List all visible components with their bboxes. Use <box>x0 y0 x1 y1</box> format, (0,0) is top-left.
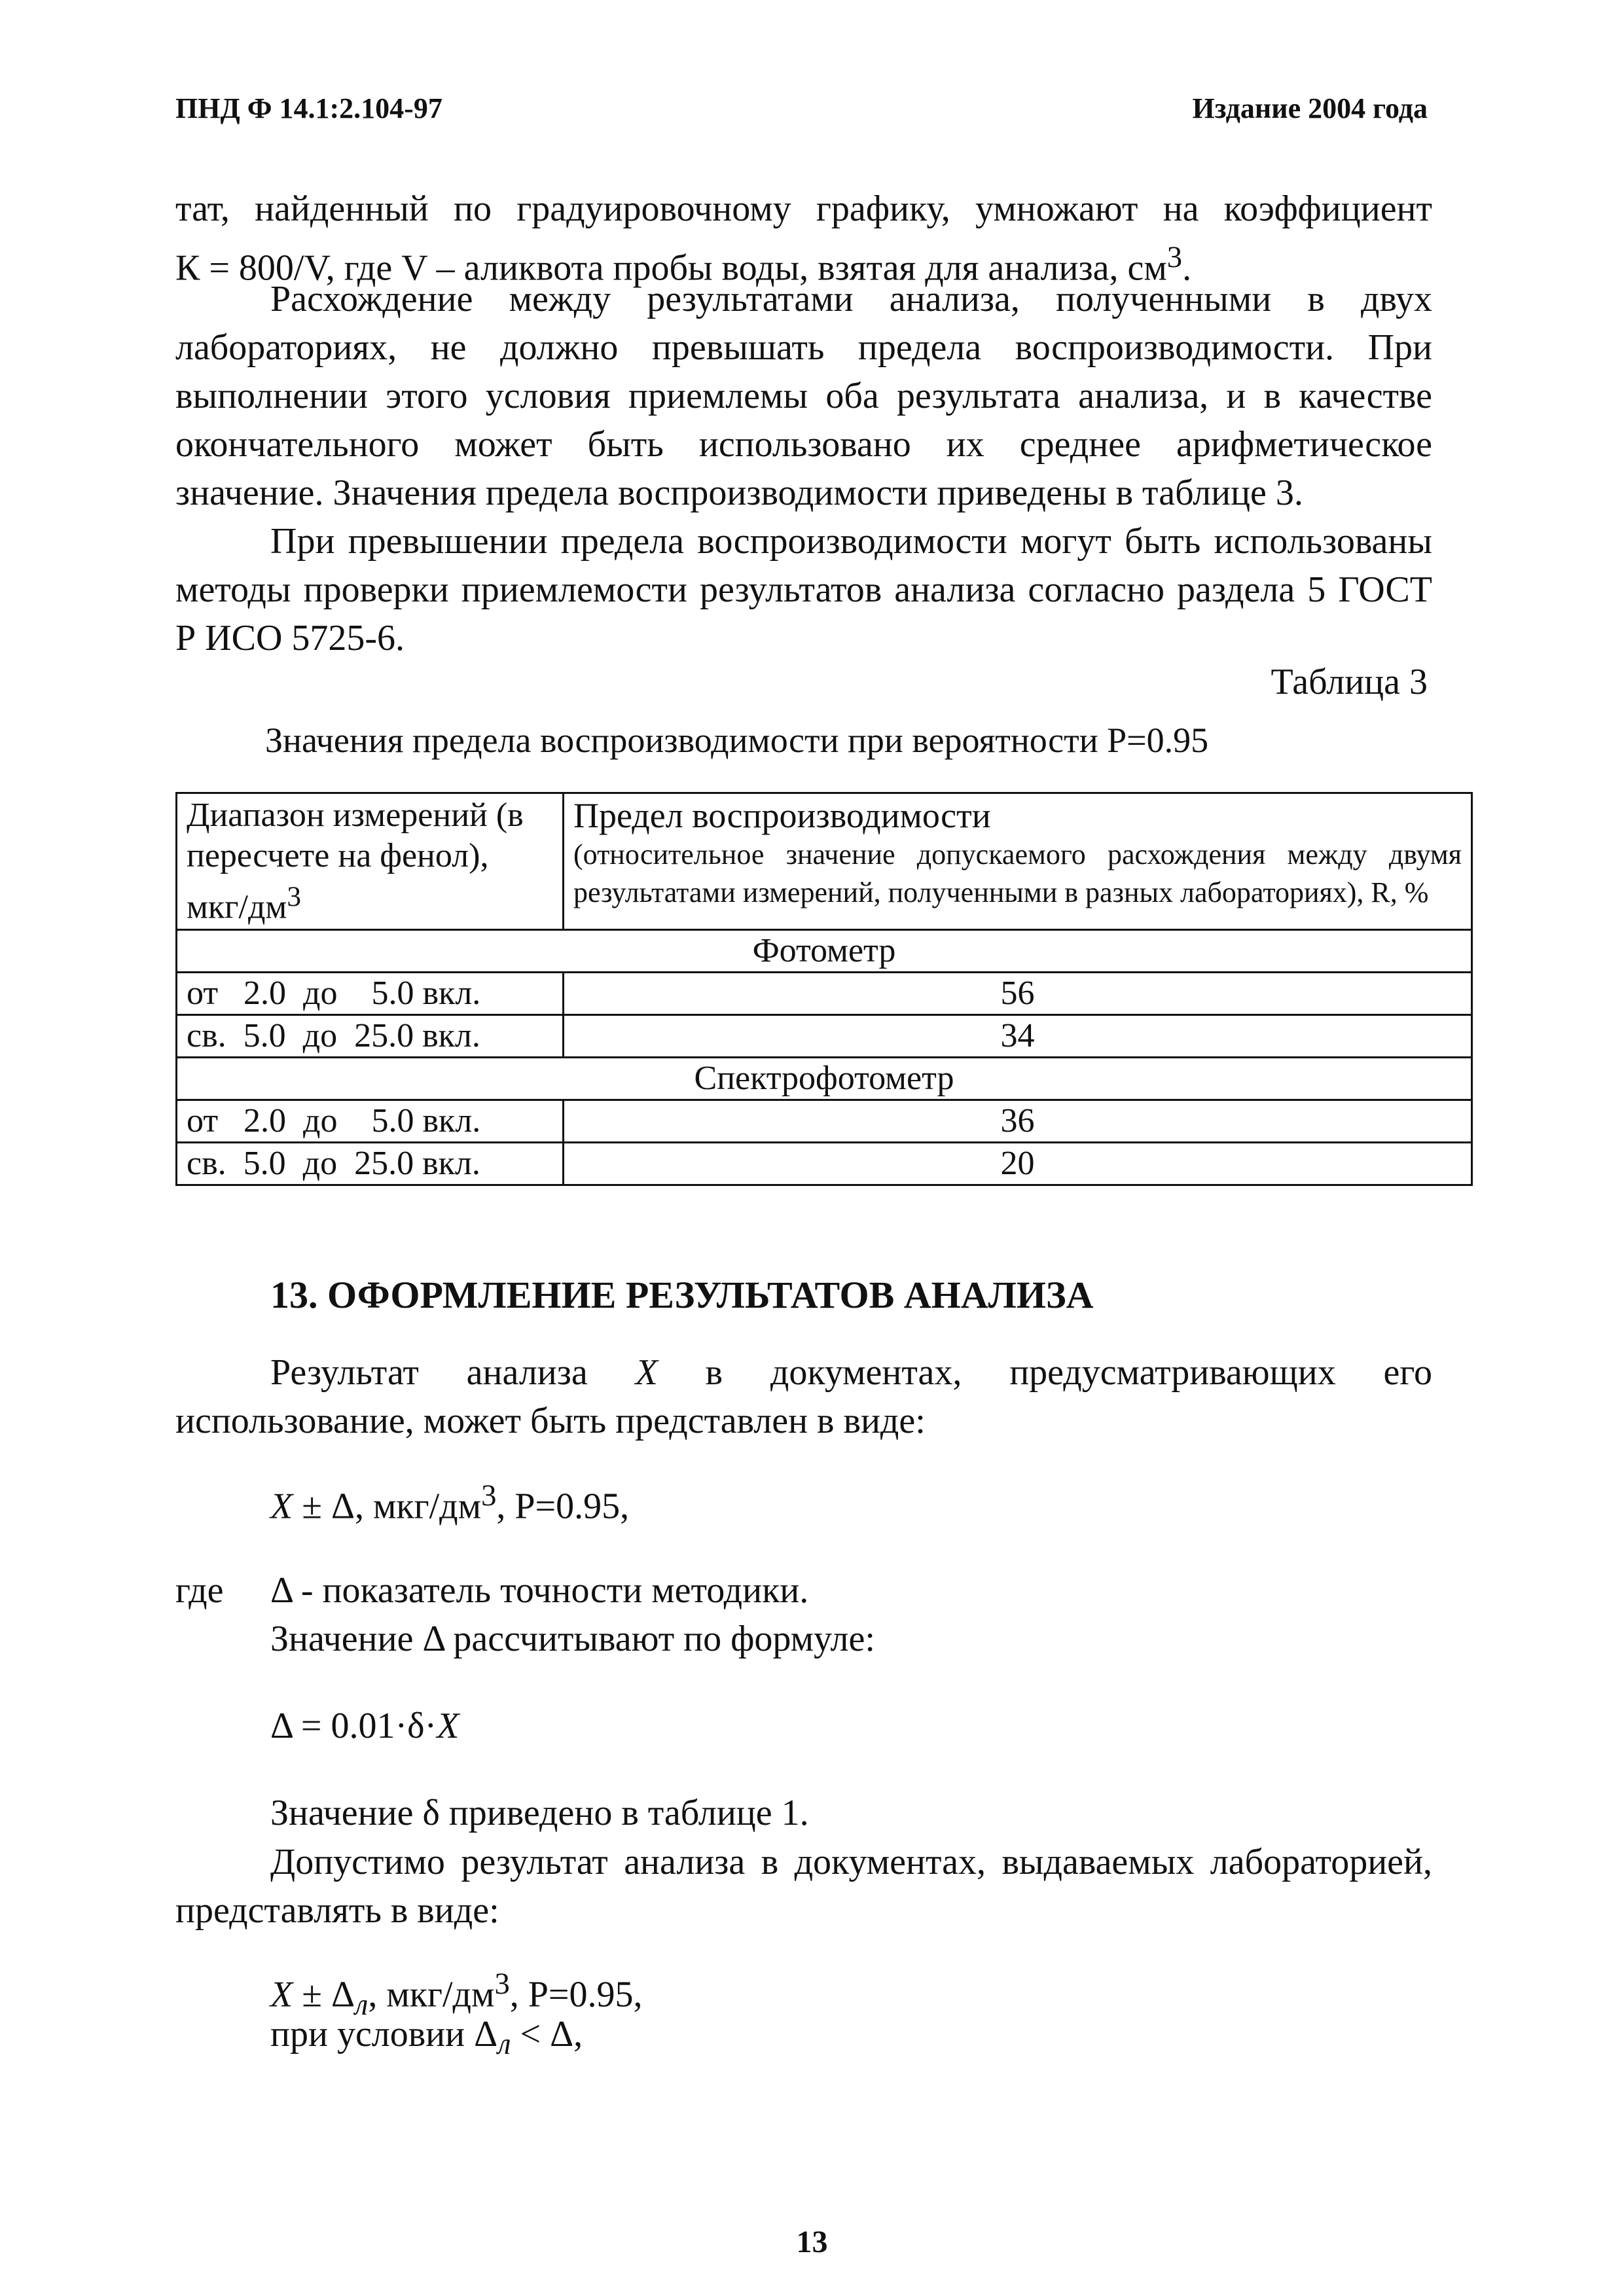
value-cell: 20 <box>564 1143 1472 1185</box>
formula-result: X ± Δ, мкг/$дм^3$, Р=0.95, <box>270 1479 630 1527</box>
text-line: К = 800/V, где V – аликвота пробы воды, взятая для анализа, $см^3$. <box>175 240 1192 289</box>
group-row <box>177 1058 1472 1100</box>
group-row <box>177 930 1472 973</box>
table-row <box>177 1100 1472 1143</box>
value-cell: 56 <box>564 973 1472 1015</box>
page-number: 13 <box>796 2225 828 2259</box>
table-row <box>177 1015 1472 1058</box>
table-caption: Значения предела воспроизводимости при вероятности Р=0.95 <box>265 721 1209 760</box>
formula-delta: Δ = 0.01·δ·X <box>270 1706 460 1746</box>
header-limit-description: (относительное значение допускаемого расхождения между двумя результатами измерений, полученными в разных лабораториях), R, % <box>573 838 1462 908</box>
range-cell: от 2.0 до 5.0 вкл. <box>177 973 564 1015</box>
lab-condition: при условии $\Delta_л < \Delta$, <box>270 2014 583 2062</box>
group-name: Фотометр <box>177 930 1472 973</box>
where-label: где <box>175 1570 224 1611</box>
text-line: тат, найденный по градуировочному графику, умножают на коэффициент <box>175 188 1432 229</box>
paragraph-lab-result: Допустимо результат анализа в документах, выдаваемых лабораторией, представлять в виде: <box>175 1842 1432 1931</box>
range-cell: от 2.0 до 5.0 вкл. <box>177 1100 564 1143</box>
value-cell: 36 <box>564 1100 1472 1143</box>
delta-definition: Δ - показатель точности методики. <box>270 1570 809 1611</box>
table-header-row <box>177 793 1472 930</box>
edition-label: Издание 2004 года <box>1192 92 1428 124</box>
paragraph-result-intro: Результат анализа X в документах, предусматривающих его использование, может быть представлен в виде: <box>175 1352 1432 1441</box>
delta-calculation-text: Значение Δ рассчитывают по формуле: <box>270 1619 875 1659</box>
header-limit-title: Предел воспроизводимости <box>573 796 991 835</box>
reproducibility-table <box>175 792 1473 1186</box>
group-name: Спектрофотометр <box>177 1058 1472 1100</box>
table-label: Таблица 3 <box>1271 662 1428 702</box>
header-limit-cell <box>564 793 1472 930</box>
range-cell: св. 5.0 до 25.0 вкл. <box>177 1015 564 1058</box>
paragraph-reproducibility: Расхождение между результатами анализа, полученными в двух лабораториях, не должно превышать предела воспроизводимости. При выполнении этого условия приемлемы оба результата анализа, и в качестве окончательного может быть использовано их среднее арифметическое значение. Значения предела воспроизводимости приведены в таблице 3. <box>175 279 1432 513</box>
section-title: 13. ОФОРМЛЕНИЕ РЕЗУЛЬТАТОВ АНАЛИЗА <box>270 1274 1094 1316</box>
table-row <box>177 973 1472 1015</box>
paragraph-exceedance: При превышении предела воспроизводимости могут быть использованы методы проверки приемлемости результатов анализа согласно раздела 5 ГОСТ Р ИСО 5725-6. <box>175 521 1432 658</box>
document-code: ПНД Ф 14.1:2.104-97 <box>175 92 442 124</box>
formula-lab-result: $X \pm \Delta_л$, мкг/$дм^3$, Р=0.95, <box>270 1967 643 2022</box>
header-range-cell: Диапазон измерений (в пересчете на фенол), мкг/$дм^3$ <box>177 793 564 930</box>
delta-reference-text: Значение δ приведено в таблице 1. <box>270 1793 809 1833</box>
range-cell: св. 5.0 до 25.0 вкл. <box>177 1143 564 1185</box>
table-row <box>177 1143 1472 1185</box>
value-cell: 34 <box>564 1015 1472 1058</box>
